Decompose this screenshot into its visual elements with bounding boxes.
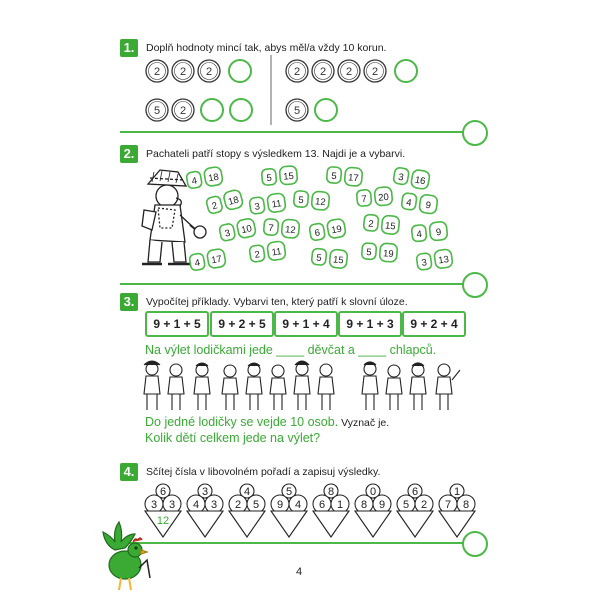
scoop-top-number: 1 <box>453 486 461 498</box>
cone-body[interactable] <box>355 511 391 537</box>
cone-result: 12 <box>156 515 170 527</box>
footprint-b: 9 <box>424 199 432 212</box>
footprint-b: 12 <box>314 196 327 209</box>
scoop-left-number: 3 <box>150 499 158 511</box>
coin-label: 5 <box>153 105 161 117</box>
scoop-left-number: 8 <box>360 499 368 511</box>
task2-number: 2. <box>120 145 138 163</box>
expression-box[interactable]: 9 + 1 + 5 <box>145 311 209 337</box>
footprint-b: 13 <box>437 254 450 267</box>
task4-number: 4. <box>120 463 138 481</box>
footprint-b: 20 <box>377 191 390 204</box>
ice-cream-cone[interactable] <box>229 484 265 537</box>
task1-number: 1. <box>120 39 138 57</box>
footprint-b: 15 <box>282 170 295 183</box>
footprint-b: 17 <box>347 172 360 185</box>
ice-cream-cone[interactable] <box>355 484 391 537</box>
coin-label: 2 <box>153 66 161 78</box>
expression-box[interactable]: 9 + 1 + 3 <box>338 311 402 337</box>
scoop-left-number: 6 <box>318 499 326 511</box>
footprint-b: 11 <box>270 246 283 259</box>
footprint-b: 11 <box>270 198 283 211</box>
footprint-b: 19 <box>330 223 343 237</box>
check-circle-4[interactable] <box>462 531 488 557</box>
answer-line-4 <box>120 542 465 544</box>
scoop-left-number: 4 <box>192 499 200 511</box>
footprint-a: 5 <box>315 252 323 265</box>
expression-box[interactable]: 9 + 2 + 4 <box>402 311 466 337</box>
scoop-right-number: 3 <box>168 499 176 511</box>
footprint-a: 4 <box>405 197 413 209</box>
footprint-a: 3 <box>223 227 232 240</box>
cone-body[interactable] <box>187 511 223 537</box>
footprint-a: 2 <box>210 200 219 213</box>
footprint-a: 5 <box>330 170 338 183</box>
footprint-a: 7 <box>361 193 368 206</box>
coin-label: 2 <box>179 66 187 78</box>
coin-label: 5 <box>293 105 301 117</box>
footprint-b: 15 <box>384 220 397 233</box>
coin-label: 2 <box>345 66 353 78</box>
footprint-b: 17 <box>210 253 223 267</box>
scoop-top-number: 0 <box>369 486 377 498</box>
scoop-right-number: 2 <box>420 499 428 511</box>
footprint-a: 7 <box>267 222 275 235</box>
task1-text: Doplň hodnoty mincí tak, abys měl/a vždy 10 korun. <box>146 42 387 54</box>
ice-cream-cone[interactable] <box>271 484 307 537</box>
scoop-right-number: 1 <box>336 499 344 511</box>
footprint-a: 5 <box>266 172 273 185</box>
scoop-right-number: 4 <box>294 499 302 511</box>
ice-cream-cone[interactable] <box>439 484 475 537</box>
scoop-right-number: 3 <box>210 499 218 511</box>
expression-box[interactable]: 9 + 2 + 5 <box>210 311 274 337</box>
footprint-b: 15 <box>332 254 345 267</box>
story-question: Kolik dětí celkem jede na výlet? <box>145 431 321 445</box>
scoop-right-number: 8 <box>462 499 470 511</box>
footprint-a: 4 <box>190 175 198 188</box>
footprint-a: 2 <box>367 218 375 231</box>
footprint-a: 3 <box>420 257 428 269</box>
coin-label: 2 <box>293 66 301 78</box>
cone-body[interactable] <box>397 511 433 537</box>
footprint-b: 16 <box>413 174 427 188</box>
scoop-left-number: 7 <box>444 499 452 511</box>
scoop-top-number: 5 <box>285 486 293 498</box>
task3-text: Vypočítej příklady. Vybarvi ten, který patří k slovní úloze. <box>146 296 408 308</box>
footprint-a: 2 <box>253 249 261 261</box>
expression-box[interactable]: 9 + 1 + 4 <box>274 311 338 337</box>
footprint-b: 9 <box>435 226 442 239</box>
page-number: 4 <box>296 566 303 578</box>
scoop-top-number: 6 <box>411 486 419 498</box>
coin-label: 2 <box>205 66 213 78</box>
footprint-b: 19 <box>382 248 395 260</box>
story-sentence-2-green: Do jedné lodičky se vejde 10 osob. <box>145 415 339 429</box>
footprint-a: 3 <box>253 201 261 213</box>
task3-number: 3. <box>120 293 138 311</box>
coin-label: 2 <box>319 66 327 78</box>
cone-body[interactable] <box>229 511 265 537</box>
ice-cream-cone[interactable] <box>397 484 433 537</box>
ice-cream-cone[interactable] <box>187 484 223 537</box>
scoop-left-number: 5 <box>402 499 410 511</box>
story-sentence-1: Na výlet lodičkami jede ____ děvčat a ____ chlapců. <box>145 343 437 357</box>
footprint-a: 5 <box>365 247 372 259</box>
coin-label: 2 <box>179 105 187 117</box>
coin-label: 2 <box>371 66 379 78</box>
footprint-a: 6 <box>313 227 321 240</box>
footprint-b: 12 <box>284 224 297 237</box>
scoop-right-number: 5 <box>252 499 260 511</box>
ice-cream-cone[interactable] <box>313 484 349 537</box>
footprint-a: 5 <box>297 194 305 207</box>
rooster-illustration <box>95 520 155 595</box>
scoop-top-number: 4 <box>243 486 251 498</box>
scoop-left-number: 2 <box>234 499 242 511</box>
scoop-top-number: 6 <box>159 486 167 498</box>
task4-text: Sčítej čísla v libovolném pořadí a zapisuj výsledky. <box>146 466 381 478</box>
story-instruction: Vyznač je. <box>338 417 390 429</box>
footprint-a: 4 <box>193 257 201 270</box>
footprint-a: 4 <box>416 228 423 241</box>
footprint-a: 3 <box>397 171 405 184</box>
cone-body[interactable] <box>313 511 349 537</box>
scoop-left-number: 9 <box>276 499 284 511</box>
cone-body[interactable] <box>271 511 307 537</box>
scoop-right-number: 9 <box>378 499 386 511</box>
task2-text: Pachateli patří stopy s výsledkem 13. Najdi je a vybarvi. <box>146 148 406 160</box>
footprint-b: 18 <box>227 194 241 208</box>
scoop-top-number: 8 <box>327 486 335 498</box>
footprint-b: 10 <box>240 223 253 237</box>
scoop-top-number: 3 <box>201 486 209 498</box>
footprint-b: 18 <box>207 171 220 185</box>
